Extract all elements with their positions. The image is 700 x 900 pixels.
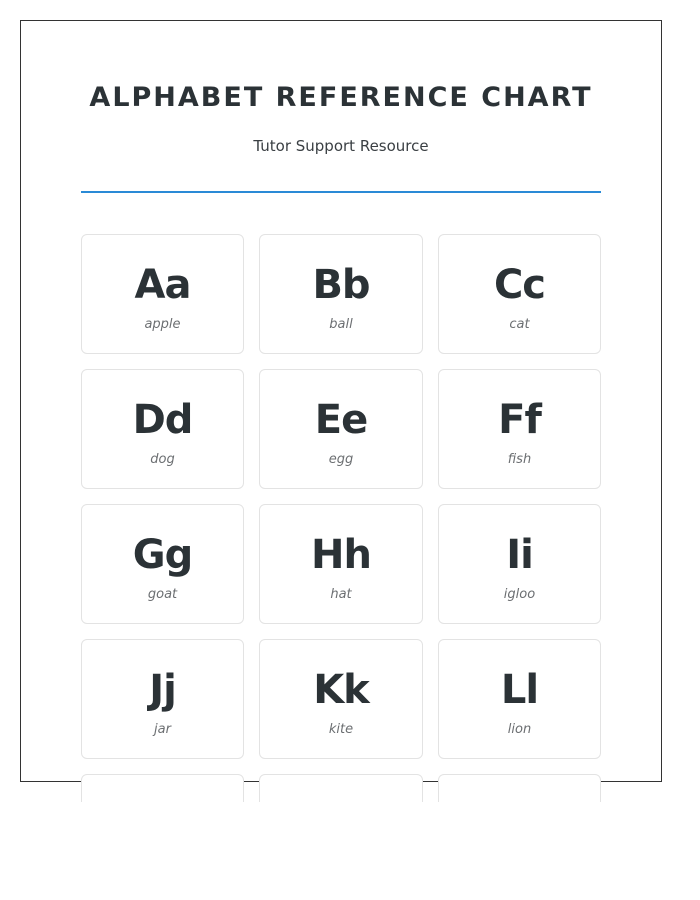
card-letters: Ll	[500, 667, 539, 713]
letter-card-grid	[81, 234, 601, 802]
letter-card-a	[81, 234, 244, 354]
card-word: dog	[150, 452, 175, 467]
page-subtitle: Tutor Support Resource	[253, 137, 429, 155]
card-word: apple	[144, 317, 181, 332]
card-letters: Bb	[312, 262, 370, 308]
card-word: hat	[330, 587, 352, 602]
page-title: ALPHABET REFERENCE CHART	[89, 82, 593, 113]
letter-card-b	[259, 234, 423, 354]
card-letters: Hh	[311, 532, 371, 578]
letter-card-j	[81, 639, 244, 759]
card-word: lion	[507, 722, 532, 737]
card-letters: Ff	[498, 397, 541, 443]
letter-card-l	[438, 639, 601, 759]
card-word: egg	[328, 452, 354, 467]
card-letters: Cc	[493, 262, 546, 308]
letter-card-partial	[259, 774, 423, 802]
card-word: jar	[154, 722, 171, 737]
title-divider	[81, 191, 601, 193]
card-word: fish	[507, 452, 532, 467]
letter-card-c	[438, 234, 601, 354]
letter-card-g	[81, 504, 244, 624]
card-word: goat	[147, 587, 178, 602]
letter-card-k	[259, 639, 423, 759]
card-letters: Kk	[313, 667, 369, 713]
letter-card-h	[259, 504, 423, 624]
letter-card-f	[438, 369, 601, 489]
letter-card-i	[438, 504, 601, 624]
card-word: kite	[328, 722, 354, 737]
card-word: ball	[329, 317, 353, 332]
card-word: cat	[509, 317, 530, 332]
letter-card-partial	[438, 774, 601, 802]
card-letters: Jj	[149, 667, 176, 713]
card-letters: Ee	[314, 397, 368, 443]
card-word: igloo	[503, 587, 536, 602]
letter-card-partial	[81, 774, 244, 802]
card-letters: Gg	[132, 532, 193, 578]
card-letters: Ii	[506, 532, 533, 578]
card-letters: Dd	[132, 397, 193, 443]
letter-card-d	[81, 369, 244, 489]
letter-card-e	[259, 369, 423, 489]
card-letters: Aa	[134, 262, 191, 308]
